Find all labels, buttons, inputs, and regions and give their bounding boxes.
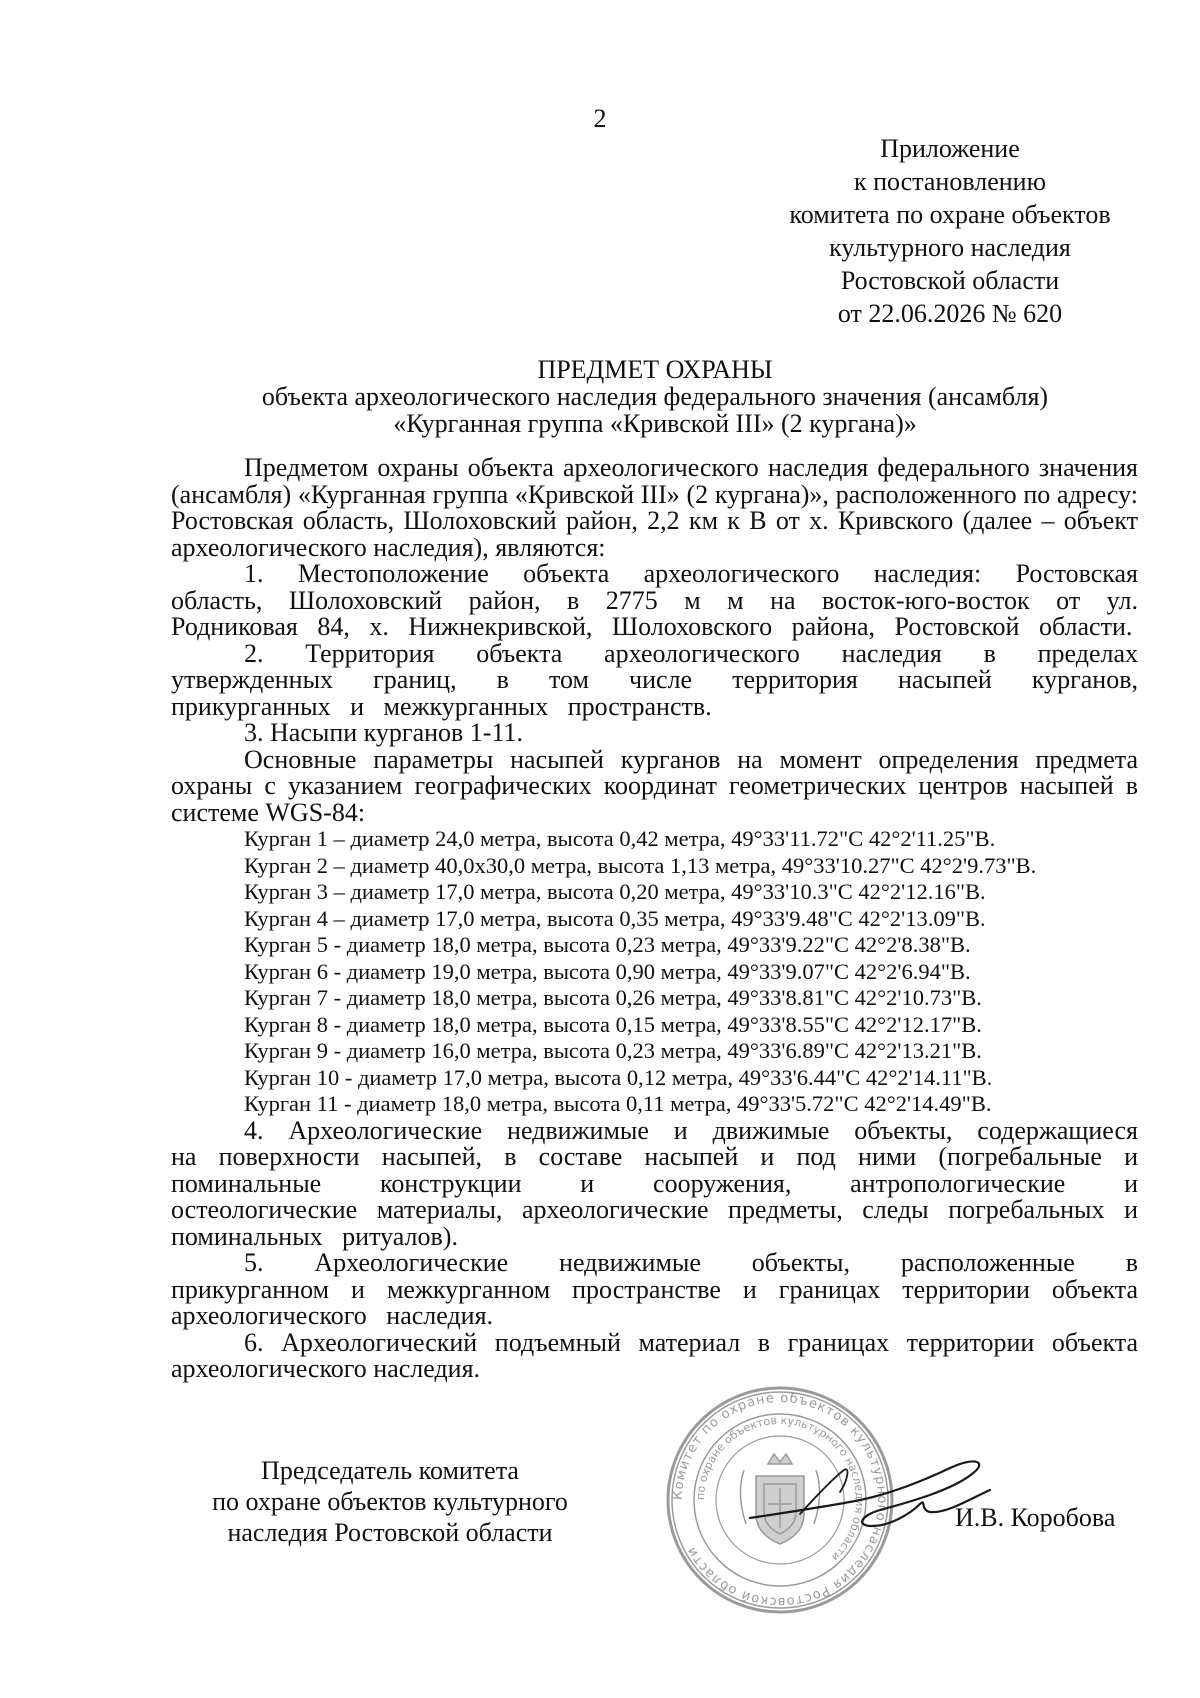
item-6-paragraph: 6. Археологический подъемный материал в границах территории объекта археологического наследия. — [171, 1327, 1138, 1383]
signer-position-line: Председатель комитета — [261, 1456, 519, 1485]
seal-inner-text: по охране объектов культурного наследия области — [693, 1413, 867, 1564]
list-item: Курган 10 - диаметр 17,0 метра, высота 0,12 метра, 49°33'6.44"С 42°2'14.11"В. — [244, 1064, 993, 1090]
list-item: Курган 1 – диаметр 24,0 метра, высота 0,42 метра, 49°33'11.72"С 42°2'11.25"В. — [244, 826, 996, 851]
list-item: Курган 11 - диаметр 18,0 метра, высота 0,11 метра, 49°33'5.72"С 42°2'14.49"В. — [244, 1091, 992, 1116]
list-item: Курган 3 – диаметр 17,0 метра, высота 0,20 метра, 49°33'10.3"С 42°2'12.16"В. — [244, 879, 986, 904]
list-item: Курган 2 – диаметр 40,0х30,0 метра, высота 1,13 метра, 49°33'10.27"С 42°2'9.73"В. — [244, 852, 1037, 878]
list-item: Курган 4 – диаметр 17,0 метра, высота 0,35 метра, 49°33'9.48"С 42°2'13.09"В. — [244, 905, 986, 931]
appendix-line: Ростовской области — [840, 266, 1060, 295]
title-heading: ПРЕДМЕТ ОХРАНЫ — [537, 355, 773, 384]
item-3-paragraph: 3. Насыпи курганов 1-11. — [244, 718, 524, 747]
document-body — [171, 455, 1138, 1383]
kurgan-list — [171, 826, 1138, 1118]
item-4-paragraph: 4. Археологические недвижимые и движимые объекты, содержащиеся на поверхности насыпей, в составе насыпей и под ними (погребальные и поминальные конструкции и сооружения, антропологические и остеологические материалы, археологические предметы, следы погребальных и поминальных ритуалов). — [171, 1115, 1138, 1251]
appendix-line: к постановлению — [853, 167, 1047, 196]
list-item: Курган 9 - диаметр 16,0 метра, высота 0,23 метра, 49°33'6.89"С 42°2'13.21"В. — [244, 1038, 982, 1063]
appendix-line: культурного наследия — [829, 233, 1071, 262]
item-5-paragraph: 5. Археологические недвижимые объекты, расположенные в прикурганном и межкурганном пространстве и границах территории объекта археологического наследия. — [171, 1248, 1138, 1330]
title-line-1: объекта археологического наследия федерального значения (ансамбля) — [261, 382, 1049, 411]
list-item: Курган 8 - диаметр 18,0 метра, высота 0,15 метра, 49°33'8.55"С 42°2'12.17"В. — [244, 1011, 982, 1037]
list-item: Курган 6 - диаметр 19,0 метра, высота 0,90 метра, 49°33'9.07"С 42°2'6.94"В. — [244, 958, 971, 984]
params-paragraph: Основные параметры насыпей курганов на момент определения предмета охраны с указанием географических координат геометрических центров насыпей в системе WGS-84: — [171, 744, 1138, 827]
appendix-date-number: от 22.06.2026 № 620 — [837, 299, 1063, 328]
signer-position-line: наследия Ростовской области — [227, 1518, 553, 1547]
item-1-paragraph: 1. Местоположение объекта археологического наследия: Ростовская область, Шолоховский район, в 2775 м м на восток-юго-восток от ул. Родниковая 84, х. Нижнекривской, Шолоховского района, Ростовской области. — [171, 559, 1138, 641]
list-item: Курган 5 - диаметр 18,0 метра, высота 0,23 метра, 49°33'9.22"С 42°2'8.38"В. — [244, 932, 971, 957]
appendix-line: комитета по охране объектов — [789, 200, 1111, 229]
signer-position — [190, 1455, 590, 1548]
seal-outer-text: Комитет по охране объектов культурного наследия Ростовской области — [670, 1390, 890, 1610]
appendix-header — [770, 132, 1130, 330]
title-line-2: «Курганная группа «Кривской III» (2 кургана)» — [393, 409, 917, 438]
list-item: Курган 7 - диаметр 18,0 метра, высота 0,26 метра, 49°33'8.81"С 42°2'10.73"В. — [244, 985, 982, 1010]
signer-position-line: по охране объектов культурного — [212, 1487, 568, 1516]
signer-name: И.В. Коробова — [955, 1503, 1116, 1532]
document-title — [170, 356, 1140, 437]
item-2-paragraph: 2. Территория объекта археологического наследия в пределах утвержденных границ, в том числе территория насыпей курганов, прикурганных и межкурганных пространств. — [171, 638, 1138, 721]
page-number: 2 — [593, 104, 607, 133]
appendix-line: Приложение — [880, 134, 1020, 163]
intro-paragraph: Предметом охраны объекта археологического наследия федерального значения (ансамбля) «Курганная группа «Кривской III» (2 кургана)», расположенного по адресу: Ростовская область, Шолоховский район, 2,2 км к В от х. Кривского (далее – объект археологического наследия), являются: — [171, 453, 1138, 562]
handwritten-signature-icon — [740, 1440, 1000, 1550]
